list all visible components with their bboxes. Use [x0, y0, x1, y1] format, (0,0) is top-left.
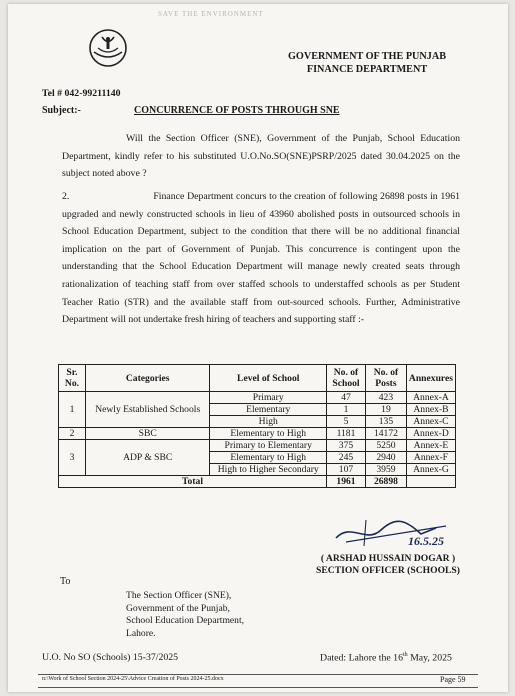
cell-schools: 1 [327, 404, 366, 416]
cell-sr: 2 [59, 428, 86, 440]
table-row [59, 440, 456, 452]
address-line: Lahore. [126, 627, 156, 639]
cell-total-label: Total [59, 476, 327, 488]
gov-line-2: FINANCE DEPARTMENT [306, 64, 428, 75]
cell-schools: 375 [327, 440, 366, 452]
recipient-address [126, 590, 244, 640]
cell-level: Elementary to High [210, 428, 327, 440]
cell-category: SBC [85, 428, 210, 440]
header-level: Level of School [210, 365, 327, 392]
table-total-row [59, 476, 456, 488]
cell-posts: 5250 [365, 440, 406, 452]
cell-posts: 423 [365, 392, 406, 404]
dated-sup: th [402, 652, 408, 658]
paragraph-2-number: 2. [62, 191, 70, 202]
table-row [59, 392, 456, 404]
header-faint-text: SAVE THE ENVIRONMENT [158, 10, 264, 18]
paragraph-2-text: Finance Department concurs to the creation of following 26898 posts in 1961 upgraded and newly constructed schools in lieu of 43960 abolished posts in outsourced schools in School Education Department, subject to the condition that there will be no additional financial implication on the part of Government of Punjab. This concurrence is contingent upon the understanding that the School Education Department will manage newly created seats through rationalization of teaching staff from over staffed schools to understaffed schools as per Student Teacher Ratio (STR) and the available staff from out-sourced schools. Further, Administrative Department will not undertake fresh hiring of teachers and supporting staff :- [62, 191, 460, 326]
cell-total-posts: 26898 [365, 476, 406, 488]
cell-level: High to Higher Secondary [210, 464, 327, 476]
gov-line-1: GOVERNMENT OF THE PUNJAB [287, 51, 446, 62]
subject-label: Subject:- [42, 105, 81, 116]
cell-schools: 1181 [327, 428, 366, 440]
paragraph-1-text: Will the Section Officer (SNE), Government of the Punjab, School Education Department, kindly refer to his substituted U.O.No.SO(SNE)PSRP/2025 dated 30.04.2025 on the subject noted above ? [62, 133, 460, 179]
cell-schools: 47 [327, 392, 366, 404]
cell-schools: 107 [327, 464, 366, 476]
cell-sr: 1 [59, 392, 86, 428]
telephone: Tel # 042-99211140 [42, 88, 121, 99]
cell-schools: 5 [327, 416, 366, 428]
cell-posts: 14172 [365, 428, 406, 440]
dated-suffix: May, 2025 [407, 652, 452, 664]
table-row [59, 428, 456, 440]
cell-annex: Annex-A [406, 392, 455, 404]
punjab-emblem-icon [88, 28, 128, 68]
posts-table [58, 364, 456, 488]
header-sr: Sr. No. [59, 365, 86, 392]
uo-number: U.O. No SO (Schools) 15-37/2025 [42, 652, 179, 663]
cell-category: ADP & SBC [85, 440, 210, 476]
cell-schools: 245 [327, 452, 366, 464]
header-no-posts: No. of Posts [365, 365, 406, 392]
cell-annex: Annex-E [406, 440, 455, 452]
to-label: To [60, 576, 71, 587]
cell-annex: Annex-F [406, 452, 455, 464]
cell-annex: Annex-C [406, 416, 455, 428]
cell-level: High [210, 416, 327, 428]
table-header-row [59, 365, 456, 392]
paragraph-2 [62, 188, 460, 329]
cell-posts: 19 [365, 404, 406, 416]
cell-level: Primary [210, 392, 327, 404]
cell-annex: Annex-D [406, 428, 455, 440]
cell-level: Elementary [210, 404, 327, 416]
address-line: The Section Officer (SNE), [126, 590, 232, 601]
page-number: Page 59 [440, 675, 466, 684]
signature-icon [326, 516, 476, 548]
header-annex: Annexures [406, 365, 455, 392]
cell-annex: Annex-B [406, 404, 455, 416]
file-path: n:\Work of School Section 2024-25\Advice Creation of Posts 2024-25.docx [42, 676, 224, 682]
cell-total-schools: 1961 [327, 476, 366, 488]
cell-posts: 135 [365, 416, 406, 428]
letterhead [252, 50, 482, 76]
address-line: Government of the Punjab, [126, 602, 230, 614]
handwritten-date: 16.5.25 [408, 534, 444, 548]
cell-level: Primary to Elementary [210, 440, 327, 452]
dated-line [320, 652, 452, 663]
paragraph-1 [62, 130, 460, 183]
cell-total-annex [406, 476, 455, 488]
officer-title: SECTION OFFICER (SCHOOLS) [316, 565, 460, 576]
cell-annex: Annex-G [406, 464, 455, 476]
address-line: School Education Department, [126, 615, 245, 626]
dated-prefix: Dated: Lahore the 16 [320, 652, 403, 664]
officer-name: ( ARSHAD HUSSAIN DOGAR ) [320, 553, 456, 564]
cell-sr: 3 [59, 440, 86, 476]
header-no-school: No. of School [327, 365, 366, 392]
document-page [8, 4, 508, 692]
cell-level: Elementary to High [210, 452, 327, 464]
subject-title: CONCURRENCE OF POSTS THROUGH SNE [134, 105, 340, 116]
cell-posts: 3959 [365, 464, 406, 476]
cell-category: Newly Established Schools [85, 392, 210, 428]
cell-posts: 2940 [365, 452, 406, 464]
header-categories: Categories [85, 365, 210, 392]
